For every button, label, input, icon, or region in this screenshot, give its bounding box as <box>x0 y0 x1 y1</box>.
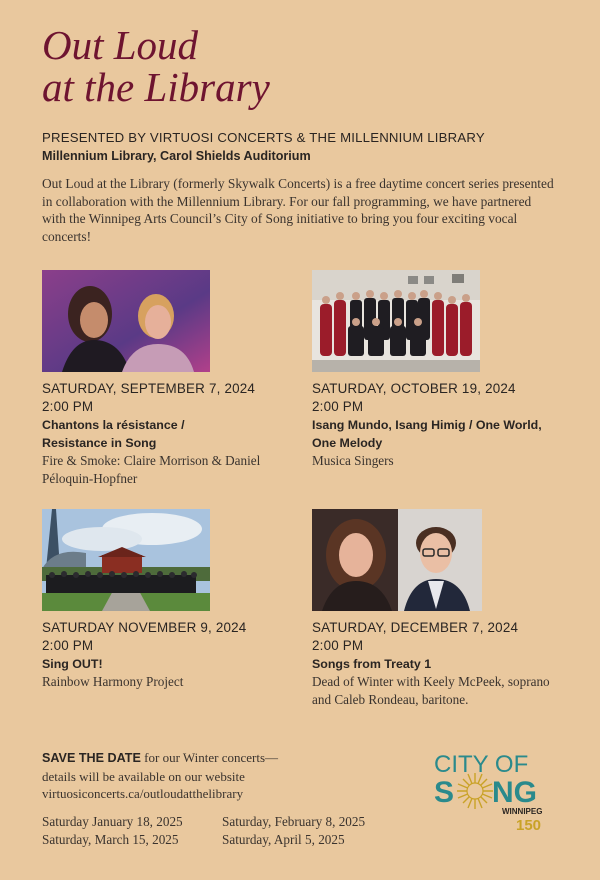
winter-date-4: Saturday, April 5, 2025 <box>222 832 345 847</box>
event-2-photo <box>312 270 480 372</box>
event-3-date: SATURDAY NOVEMBER 9, 2024 2:00 PM <box>42 620 247 653</box>
event-3-performer: Rainbow Harmony Project <box>42 674 184 689</box>
event-1-date: SATURDAY, SEPTEMBER 7, 2024 2:00 PM <box>42 381 256 414</box>
svg-text:CITY OF: CITY OF <box>434 751 529 778</box>
title-line-2: at the Library <box>42 64 270 110</box>
city-of-song-logo <box>432 746 562 836</box>
svg-text:WINNIPEG: WINNIPEG <box>502 807 543 816</box>
event-2-performer: Musica Singers <box>312 453 394 468</box>
event-1-photo <box>42 270 210 372</box>
event-4-date: SATURDAY, DECEMBER 7, 2024 2:00 PM <box>312 620 519 653</box>
event-3-title: Sing OUT! <box>42 657 103 671</box>
event-4-title: Songs from Treaty 1 <box>312 657 432 671</box>
presenter-heading: PRESENTED BY VIRTUOSI CONCERTS & THE MILLENNIUM LIBRARY <box>42 130 485 145</box>
svg-text:NG: NG <box>492 776 537 809</box>
save-the-date-lead: SAVE THE DATE <box>42 751 141 765</box>
intro-paragraph: Out Loud at the Library (formerly Skywalk Concerts) is a free daytime concert series presented in collaboration with the Millennium Library. For our fall programming, we have partnered with the Winnipeg Arts Council’s City of Song initiative to bring you four exciting vocal concerts! <box>42 176 554 244</box>
event-4-performer: Dead of Winter with Keely McPeek, soprano and Caleb Rondeau, baritone. <box>312 674 550 707</box>
save-the-date-details: details will be available on our website <box>42 768 245 784</box>
event-2-date: SATURDAY, OCTOBER 19, 2024 2:00 PM <box>312 381 516 414</box>
event-4-photo <box>312 509 482 611</box>
event-1-title: Chantons la résistance / Resistance in Song <box>42 418 185 450</box>
winter-date-1: Saturday January 18, 2025 <box>42 814 183 829</box>
title-line-1: Out Loud <box>42 22 199 68</box>
event-2-title: Isang Mundo, Isang Himig / One World, One Melody <box>312 418 542 450</box>
svg-text:S: S <box>434 776 455 809</box>
winter-date-2: Saturday, February 8, 2025 <box>222 814 366 829</box>
event-1-performer: Fire & Smoke: Claire Morrison & Daniel Péloquin-Hopfner <box>42 453 261 486</box>
event-3-photo <box>42 509 210 611</box>
venue-line: Millennium Library, Carol Shields Auditorium <box>42 149 311 163</box>
svg-text:150: 150 <box>516 817 542 834</box>
save-the-date-text: for our Winter concerts— <box>140 750 279 765</box>
website-link[interactable]: virtuosiconcerts.ca/outloudatthelibrary <box>42 786 244 801</box>
save-the-date <box>42 749 342 803</box>
page-title <box>42 24 270 108</box>
winter-date-3: Saturday, March 15, 2025 <box>42 832 179 847</box>
